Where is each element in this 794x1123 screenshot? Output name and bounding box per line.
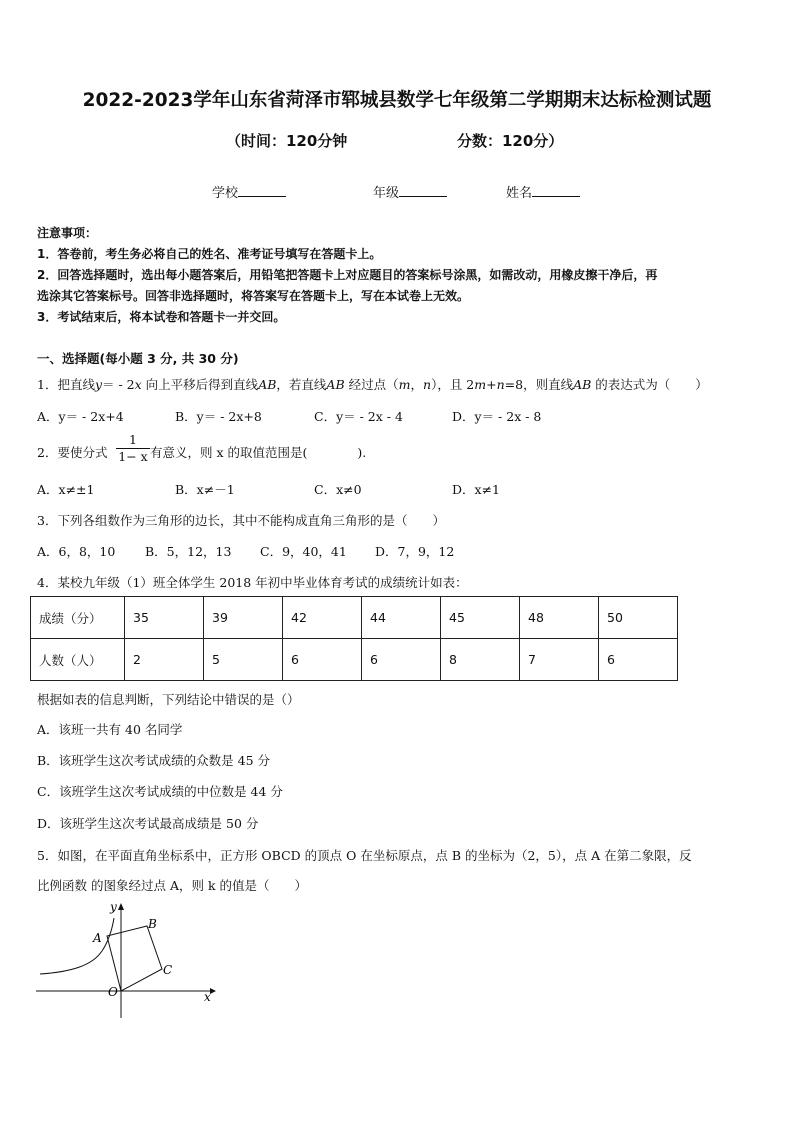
table-cell: 8 xyxy=(441,639,520,681)
q2-fraction xyxy=(116,433,150,464)
table-cell: 6 xyxy=(599,639,678,681)
question-3: 3．下列各组数作为三角形的边长，其中不能构成直角三角形的是（ ） xyxy=(37,513,445,528)
grade-blank[interactable] xyxy=(399,184,447,197)
q4-question: 根据如表的信息判断，下列结论中错误的是（） xyxy=(37,692,300,707)
table-cell: 6 xyxy=(283,639,362,681)
q2-option-d[interactable]: D．x≠1 xyxy=(452,482,500,497)
table-cell: 45 xyxy=(441,597,520,639)
q3-option-a[interactable]: A．6，8，10 xyxy=(37,544,116,559)
notice-heading: 注意事项： xyxy=(37,226,98,240)
q3-option-d[interactable]: D．7，9，12 xyxy=(375,544,455,559)
square-oabc xyxy=(107,926,162,991)
q1-option-d[interactable]: D．y＝ - 2x - 8 xyxy=(452,409,542,424)
table-cell: 5 xyxy=(204,639,283,681)
coordinate-figure xyxy=(30,896,220,1021)
q4-option-d[interactable]: D．该班学生这次考试最高成绩是 50 分 xyxy=(37,816,259,831)
notice-item-2b: 选涂其它答案标号。回答非选择题时，将答案写在答题卡上，写在本试卷上无效。 xyxy=(37,289,470,303)
score-table xyxy=(30,596,678,681)
school-blank[interactable] xyxy=(238,184,286,197)
grade-field[interactable] xyxy=(373,182,447,201)
name-field[interactable] xyxy=(506,182,580,201)
y-axis-arrow xyxy=(118,903,124,910)
table-row xyxy=(31,639,678,681)
q4-option-b[interactable]: B．该班学生这次考试成绩的众数是 45 分 xyxy=(37,753,271,768)
table-cell: 人数（人） xyxy=(31,639,125,681)
q1-option-c[interactable]: C．y＝ - 2x - 4 xyxy=(314,409,403,424)
fraction-denominator: 1− x xyxy=(118,449,148,464)
q2-option-b[interactable]: B．x≠－1 xyxy=(175,482,235,497)
table-cell: 39 xyxy=(204,597,283,639)
table-cell: 44 xyxy=(362,597,441,639)
table-row xyxy=(31,597,678,639)
label-x: x xyxy=(204,990,211,1004)
table-cell: 50 xyxy=(599,597,678,639)
table-cell: 42 xyxy=(283,597,362,639)
question-4: 4．某校九年级（1）班全体学生 2018 年初中毕业体育考试的成绩统计如表： xyxy=(37,575,468,590)
time-label: （时间：120分钟 xyxy=(226,132,348,150)
table-cell: 48 xyxy=(520,597,599,639)
q1-option-a[interactable]: A．y＝ - 2x+4 xyxy=(37,409,124,424)
q4-option-a[interactable]: A．该班一共有 40 名同学 xyxy=(37,722,183,737)
table-cell: 35 xyxy=(125,597,204,639)
q2-prefix: 2．要使分式 xyxy=(37,445,108,460)
table-cell: 成绩（分） xyxy=(31,597,125,639)
table-cell: 7 xyxy=(520,639,599,681)
question-1: 1．把直线y＝ - 2x 向上平移后得到直线AB，若直线AB 经过点（m，n），且 2m+n=8，则直线AB 的表达式为（ ） xyxy=(37,377,708,392)
label-c: C xyxy=(163,963,173,977)
label-b: B xyxy=(148,917,157,931)
notice-item-2a: 2．回答选择题时，选出每小题答案后，用铅笔把答题卡上对应题目的答案标号涂黑，如需改动，用橡皮擦干净后，再 xyxy=(37,268,658,282)
grade-label: 年级 xyxy=(373,186,400,201)
x-axis-arrow xyxy=(210,988,216,994)
q4-option-c[interactable]: C．该班学生这次考试成绩的中位数是 44 分 xyxy=(37,784,283,799)
label-a: A xyxy=(93,931,102,945)
question-5-line-2: 比例函数 的图象经过点 A，则 k 的值是（ ） xyxy=(37,878,307,893)
q2-option-c[interactable]: C．x≠0 xyxy=(314,482,362,497)
table-cell: 2 xyxy=(125,639,204,681)
notice-item-1: 1．答卷前，考生务必将自己的姓名、准考证号填写在答题卡上。 xyxy=(37,247,382,261)
notice-item-3: 3．考试结束后，将本试卷和答题卡一并交回。 xyxy=(37,310,286,324)
q2-suffix: 有意义，则 x 的取值范围是( ). xyxy=(150,445,367,460)
table-cell: 6 xyxy=(362,639,441,681)
page-title: 2022-2023学年山东省菏泽市郓城县数学七年级第二学期期末达标检测试题 xyxy=(82,90,712,111)
label-y: y xyxy=(110,900,117,914)
q3-option-b[interactable]: B．5，12，13 xyxy=(145,544,232,559)
score-label: 分数：120分） xyxy=(457,132,564,150)
name-label: 姓名 xyxy=(506,186,533,201)
fraction-numerator: 1 xyxy=(129,432,137,447)
school-field[interactable] xyxy=(212,182,286,201)
section-heading: 一、选择题(每小题 3 分, 共 30 分) xyxy=(37,351,239,366)
hyperbola-curve xyxy=(40,918,114,974)
question-5-line-1: 5．如图，在平面直角坐标系中，正方形 OBCD 的顶点 O 在坐标原点，点 B 的坐标为（2，5），点 A 在第二象限，反 xyxy=(37,848,692,863)
label-o: O xyxy=(108,985,118,999)
q3-option-c[interactable]: C．9，40，41 xyxy=(260,544,347,559)
q1-option-b[interactable]: B．y＝ - 2x+8 xyxy=(175,409,262,424)
name-blank[interactable] xyxy=(532,184,580,197)
school-label: 学校 xyxy=(212,186,239,201)
q2-option-a[interactable]: A．x≠±1 xyxy=(37,482,95,497)
